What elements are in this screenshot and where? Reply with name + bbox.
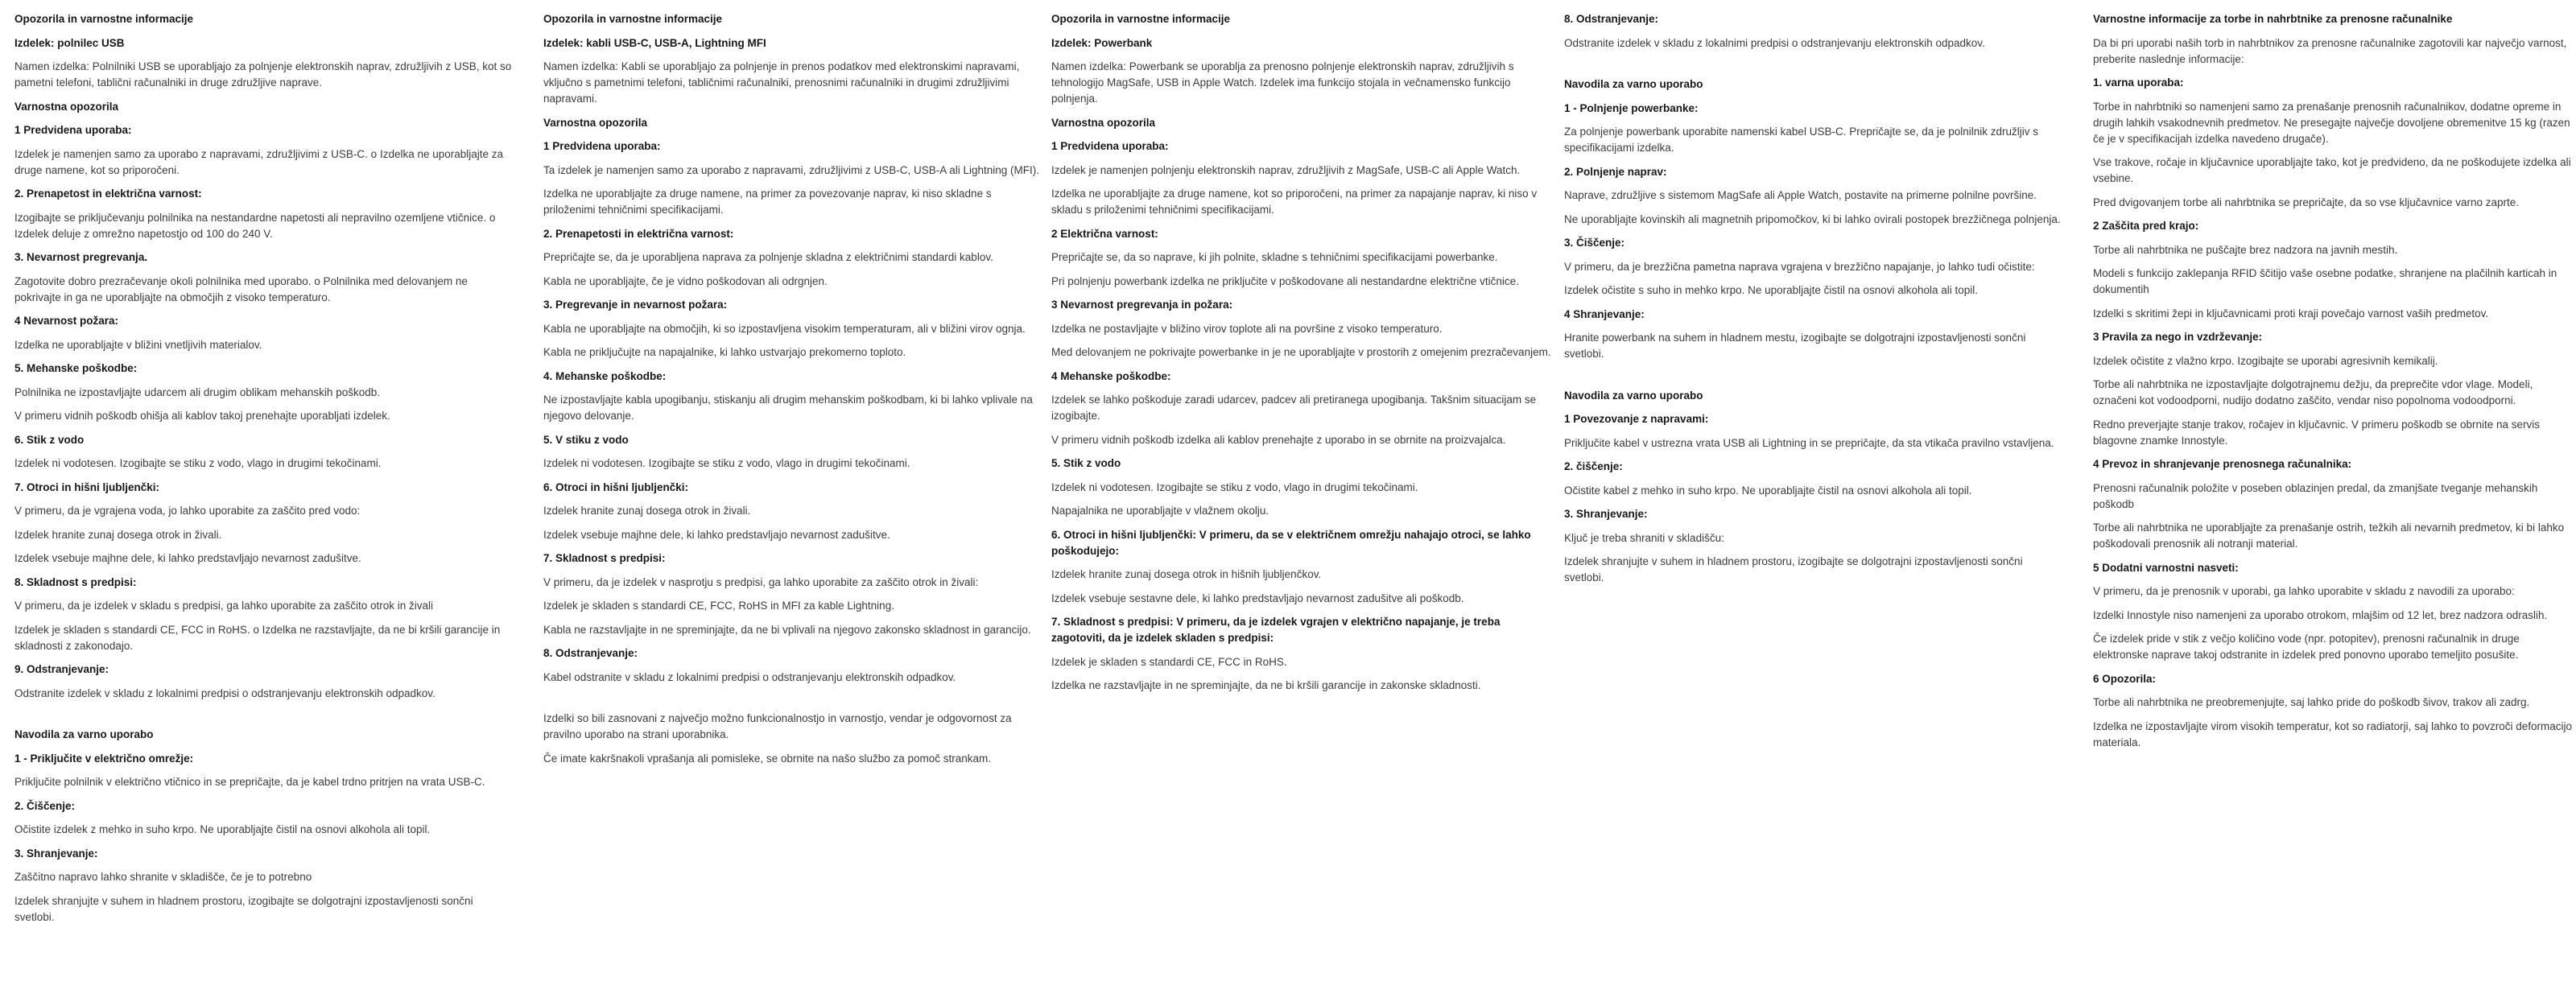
- section-heading: Navodila za varno uporabo: [14, 728, 154, 740]
- paragraph: Zagotovite dobro prezračevanje okoli polnilnika med uporabo. o Polnilnika med delovanjem ne pokrivajte in ga ne uporabljajte na območjih z visoko temperaturo.: [14, 274, 468, 303]
- paragraph: Izdelek je namenjen samo za uporabo z napravami, združljivimi z USB-C. o Izdelka ne uporabljajte za druge namene, kot so priporočeni.: [14, 147, 504, 176]
- section-heading: 1 Predvidena uporaba:: [543, 140, 661, 152]
- section-heading: Navodila za varno uporabo: [1564, 389, 1703, 402]
- section-heading: 9. Odstranjevanje:: [14, 663, 109, 675]
- paragraph: Torbe ali nahrbtnika ne izpostavljajte dolgotrajnemu dežju, da preprečite vdor vlage. Modeli, označeni kot vodoodporni, nudijo dodatno zaščito, vendar niso popolnoma vodoodporni.: [2093, 378, 2533, 406]
- section-heading: Varnostna opozorila: [1051, 116, 1156, 129]
- paragraph: Izdelki so bili zasnovani z največjo možno funkcionalnostjo in varnostjo, vendar je odgovornost za pravilno uporabo na strani uporabnika.: [543, 712, 1012, 740]
- paragraph: Redno preverjajte stanje trakov, ročajev in ključavnic. V primeru poškodb se obrnite na servis blagovne znamke Innostyle.: [2093, 418, 2541, 447]
- section-heading: 8. Skladnost s predpisi:: [14, 575, 137, 588]
- section-heading: 7. Skladnost s predpisi: V primeru, da je izdelek vgrajen v električno napajanje, je treba zagotoviti, da je izdelek skladen s predpisi:: [1051, 616, 1501, 644]
- section-heading: 2 Zaščita pred krajo:: [2093, 220, 2199, 232]
- section-heading: 4 Prevoz in shranjevanje prenosnega računalnika:: [2093, 458, 2352, 470]
- paragraph: Izdelka ne izpostavljajte virom visokih temperatur, kot so radiatorji, saj lahko to povzroči deformacijo materiala.: [2093, 719, 2573, 748]
- paragraph: Izdelka ne uporabljajte za druge namene, kot so priporočeni, na primer za napajanje naprav, ki niso v skladu s priloženimi tehničnimi specifikacijami.: [1051, 188, 1538, 216]
- section-heading: 7. Otroci in hišni ljubljenčki:: [14, 480, 160, 493]
- paragraph: Izdelek je skladen s standardi CE, FCC in RoHS. o Izdelka ne razstavljajte, da ne bi kršili garancije in skladnosti z zakonodajo.: [14, 623, 501, 652]
- section-heading: 6 Opozorila:: [2093, 672, 2157, 685]
- paragraph: V primeru, da je izdelek v nasprotju s predpisi, ga lahko uporabite za zaščito otrok in živali:: [543, 575, 979, 588]
- section-heading: 3 Pravila za nego in vzdrževanje:: [2093, 331, 2263, 343]
- paragraph: Izogibajte se priključevanju polnilnika na nestandardne napetosti ali nepravilno ozemljene vtičnice. o Izdelek deluje z omrežno napetostjo od 100 do 240 V.: [14, 211, 496, 240]
- spacer: [1564, 370, 2065, 388]
- section-heading: 4 Nevarnost požara:: [14, 315, 119, 327]
- section-heading: 7. Skladnost s predpisi:: [543, 552, 666, 564]
- paragraph: Modeli s funkcijo zaklepanja RFID ščitijo vaše osebne podatke, shranjene na plačilnih karticah in dokumentih: [2093, 267, 2557, 295]
- section-heading: Varnostna opozorila: [543, 116, 648, 129]
- section-heading: 1 Predvidena uporaba:: [14, 124, 132, 136]
- section-heading: 5. Stik z vodo: [1051, 457, 1121, 469]
- paragraph: Kabel odstranite v skladu z lokalnimi predpisi o odstranjevanju elektronskih odpadkov.: [543, 670, 956, 683]
- section-heading: 1. varna uporaba:: [2093, 76, 2184, 89]
- paragraph: Kabla ne priključujte na napajalnike, ki lahko ustvarjajo prekomerno toploto.: [543, 346, 906, 358]
- paragraph: Odstranite izdelek v skladu z lokalnimi predpisi o odstranjevanju elektronskih odpadkov.: [1564, 36, 1985, 49]
- paragraph: Očistite izdelek z mehko in suho krpo. Ne uporabljajte čistil na osnovi alkohola ali topil.: [14, 823, 431, 835]
- paragraph: Izdelek očistite s suho in mehko krpo. Ne uporabljajte čistil na osnovi alkohola ali topil.: [1564, 284, 1979, 296]
- paragraph: Torbe in nahrbtniki so namenjeni samo za prenašanje prenosnih računalnikov, dodatne opreme in drugih lahkih vsakodnevnih predmetov. Ne presegajte največje dovoljene obremenitve 15 kg (razen če je v specifikacijah izdelka navedeno drugače).: [2093, 100, 2570, 145]
- paragraph: Izdelek hranite zunaj dosega otrok in živali.: [543, 505, 751, 517]
- paragraph: Izdelek je skladen s standardi CE, FCC, RoHS in MFI za kable Lightning.: [543, 600, 894, 612]
- paragraph: Da bi pri uporabi naših torb in nahrbtnikov za prenosne računalnike zagotovili kar največjo varnost, preberite naslednje informacije:: [2093, 36, 2567, 65]
- paragraph: Hranite powerbank na suhem in hladnem mestu, izogibajte se dolgotrajni izpostavljenosti sončni svetlobi.: [1564, 332, 2026, 360]
- paragraph: V primeru, da je prenosnik v uporabi, ga lahko uporabite v skladu z navodili za uporabo:: [2093, 585, 2515, 597]
- column-cables-safety: [543, 11, 1044, 774]
- section-heading: Izdelek: Powerbank: [1051, 36, 1153, 49]
- section-heading: 3. Shranjevanje:: [1564, 508, 1648, 520]
- spacer: [14, 709, 515, 727]
- section-heading: 2. Polnjenje naprav:: [1564, 165, 1667, 178]
- section-heading: 3. Shranjevanje:: [14, 847, 98, 860]
- paragraph: V primeru, da je brezžična pametna naprava vgrajena v brezžično napajanje, jo lahko tudi očistite:: [1564, 260, 2035, 273]
- section-heading: Opozorila in varnostne informacije: [14, 13, 194, 25]
- paragraph: Izdelki s skritimi žepi in ključavnicami proti kraji povečajo varnost vaših predmetov.: [2093, 307, 2489, 320]
- section-heading: 5. V stiku z vodo: [543, 433, 629, 446]
- paragraph: Izdelek je namenjen polnjenju elektronskih naprav, združljivih z MagSafe, USB-C ali Apple Watch.: [1051, 163, 1521, 176]
- section-heading: 3. Nevarnost pregrevanja.: [14, 251, 148, 263]
- section-heading: 6. Stik z vodo: [14, 433, 85, 446]
- section-heading: Varnostna opozorila: [14, 100, 119, 113]
- section-heading: 4 Shranjevanje:: [1564, 307, 1645, 320]
- paragraph: Izdelek hranite zunaj dosega otrok in hišnih ljubljenčkov.: [1051, 568, 1322, 580]
- paragraph: Če imate kakršnakoli vprašanja ali pomisleke, se obrnite na našo službo za pomoč strankam.: [543, 752, 992, 765]
- section-heading: 1 Predvidena uporaba:: [1051, 140, 1169, 152]
- section-heading: 3 Nevarnost pregrevanja in požara:: [1051, 299, 1233, 311]
- paragraph: Izdelka ne razstavljajte in ne spreminjajte, da ne bi kršili garancije in zakonske skladnosti.: [1051, 679, 1481, 691]
- paragraph: Ključ je treba shraniti v skladišču:: [1564, 531, 1724, 544]
- paragraph: Izdelek je skladen s standardi CE, FCC in RoHS.: [1051, 655, 1287, 668]
- section-heading: 4. Mehanske poškodbe:: [543, 369, 667, 382]
- paragraph: Zaščitno napravo lahko shranite v skladišče, če je to potrebno: [14, 871, 312, 883]
- paragraph: Izdelek ni vodotesen. Izogibajte se stiku z vodo, vlago in drugimi tekočinami.: [543, 457, 910, 469]
- paragraph: Ne izpostavljajte kabla upogibanju, stiskanju ali drugim mehanskim poškodbam, ki bi lahko vplivale na njegovo delovanje.: [543, 394, 1033, 422]
- paragraph: Torbe ali nahrbtnika ne uporabljajte za prenašanje ostrih, težkih ali nevarnih predmetov, ki bi lahko poškodovali prenosnik ali notranji material.: [2093, 522, 2565, 550]
- section-heading: 2 Električna varnost:: [1051, 227, 1158, 240]
- section-heading: 2. Prenapetosti in električna varnost:: [543, 227, 734, 240]
- paragraph: Izdelek shranjujte v suhem in hladnem prostoru, izogibajte se dolgotrajni izpostavljenosti sončni svetlobi.: [14, 894, 473, 923]
- paragraph: Izdelek očistite z vlažno krpo. Izogibajte se uporabi agresivnih kemikalij.: [2093, 354, 2438, 367]
- paragraph: Vse trakove, ročaje in ključavnice uporabljajte tako, kot je predvideno, da ne poškodujete izdelka ali vsebine.: [2093, 156, 2571, 184]
- section-heading: 8. Odstranjevanje:: [1564, 13, 1659, 25]
- section-heading: 1 - Polnjenje powerbanke:: [1564, 101, 1699, 114]
- paragraph: Namen izdelka: Powerbank se uporablja za prenosno polnjenje elektronskih naprav, združljivih s tehnologijo MagSafe, USB in Apple Watch. Izdelek ima funkcijo stojala in večnamensko funkcijo polnjenja.: [1051, 60, 1514, 105]
- paragraph: Očistite kabel z mehko in suho krpo. Ne uporabljajte čistil na osnovi alkohola ali topil.: [1564, 484, 1972, 497]
- paragraph: V primeru vidnih poškodb izdelka ali kablov prenehajte z uporabo in se obrnite na proizvajalca.: [1051, 433, 1506, 446]
- paragraph: Kabla ne uporabljajte, če je vidno poškodovan ali odrgnjen.: [543, 274, 828, 287]
- column-usage-instructions: [1564, 11, 2065, 594]
- section-heading: 1 - Priključite v električno omrežje:: [14, 752, 194, 765]
- paragraph: V primeru vidnih poškodb ohišja ali kablov takoj prenehajte uporabljati izdelek.: [14, 410, 390, 422]
- section-heading: 6. Otroci in hišni ljubljenčki: V primeru, da se v električnem omrežju nahajajo otroci, se lahko poškodujejo:: [1051, 528, 1531, 557]
- paragraph: Priključite kabel v ustrezna vrata USB ali Lightning in se prepričajte, da sta vtikača pravilno vstavljena.: [1564, 436, 2054, 449]
- paragraph: Namen izdelka: Kabli se uporabljajo za polnjenje in prenos podatkov med elektronskimi napravami, vključno s pametnimi telefoni, tabličnimi računalniki, prenosnimi računalniki in drugimi združljivimi napravami.: [543, 60, 1020, 105]
- paragraph: Izdelek se lahko poškoduje zaradi udarcev, padcev ali pretiranega upogibanja. Takšnim situacijam se izogibajte.: [1051, 394, 1537, 422]
- paragraph: Izdelek shranjujte v suhem in hladnem prostoru, izogibajte se dolgotrajni izpostavljenosti sončni svetlobi.: [1564, 555, 2023, 583]
- paragraph: Izdelka ne postavljajte v bližino virov toplote ali na površine z visoko temperaturo.: [1051, 322, 1443, 335]
- section-heading: 8. Odstranjevanje:: [543, 647, 638, 659]
- paragraph: Izdelek ni vodotesen. Izogibajte se stiku z vodo, vlago in drugimi tekočinami.: [14, 457, 382, 469]
- paragraph: Izdelka ne uporabljajte v bližini vnetljivih materialov.: [14, 338, 262, 351]
- section-heading: 3. Pregrevanje in nevarnost požara:: [543, 299, 728, 311]
- section-heading: 1 Povezovanje z napravami:: [1564, 413, 1709, 425]
- paragraph: Ta izdelek je namenjen samo za uporabo z napravami, združljivimi z USB-C, USB-A ali Lightning (MFI).: [543, 163, 1039, 176]
- paragraph: Prepričajte se, da so naprave, ki jih polnite, skladne s tehničnimi specifikacijami powerbanke.: [1051, 251, 1498, 263]
- section-heading: 2. čiščenje:: [1564, 460, 1623, 472]
- paragraph: Med delovanjem ne pokrivajte powerbanke in je ne uporabljajte v prostorih z omejenim prezračevanjem.: [1051, 346, 1551, 358]
- section-heading: 5 Dodatni varnostni nasveti:: [2093, 561, 2239, 574]
- section-heading: Izdelek: kabli USB-C, USB-A, Lightning MFI: [543, 36, 766, 49]
- paragraph: Izdelka ne uporabljajte za druge namene, na primer za povezovanje naprav, ki niso skladne s priloženimi tehničnimi specifikacijami.: [543, 188, 992, 216]
- paragraph: Izdelek vsebuje sestavne dele, ki lahko predstavljajo nevarnost zadušitve ali poškodb.: [1051, 592, 1464, 604]
- section-heading: Navodila za varno uporabo: [1564, 78, 1703, 90]
- paragraph: Za polnjenje powerbank uporabite namenski kabel USB-C. Prepričajte se, da je polnilnik združljiv s specifikacijami izdelka.: [1564, 126, 2039, 154]
- paragraph: Naprave, združljive s sistemom MagSafe ali Apple Watch, postavite na primerne polnilne površine.: [1564, 189, 2037, 201]
- section-heading: Varnostne informacije za torbe in nahrbtnike za prenosne računalnike: [2093, 13, 2453, 25]
- section-heading: 3. Čiščenje:: [1564, 237, 1625, 249]
- spacer: [543, 693, 1044, 711]
- paragraph: Izdelek vsebuje majhne dele, ki lahko predstavljajo nevarnost zadušitve.: [543, 528, 890, 541]
- section-heading: 2. Prenapetost in električna varnost:: [14, 188, 202, 200]
- column-powerbank-safety: [1051, 11, 1552, 702]
- column-usb-charger-safety: [14, 11, 515, 933]
- paragraph: V primeru, da je izdelek v skladu s predpisi, ga lahko uporabite za zaščito otrok in živali: [14, 600, 434, 612]
- paragraph: Torbe ali nahrbtnika ne preobremenjujte, saj lahko pride do poškodb šivov, trakov ali zadrg.: [2093, 696, 2530, 708]
- section-heading: Opozorila in varnostne informacije: [1051, 13, 1231, 25]
- paragraph: Odstranite izdelek v skladu z lokalnimi predpisi o odstranjevanju elektronskih odpadkov.: [14, 686, 436, 699]
- spacer: [1564, 59, 2065, 76]
- paragraph: Namen izdelka: Polnilniki USB se uporabljajo za polnjenje elektronskih naprav, združljivih z USB, kot so pametni telefoni, tablični računalniki in druge združljive naprave.: [14, 60, 512, 89]
- section-heading: 6. Otroci in hišni ljubljenčki:: [543, 480, 689, 493]
- section-heading: 5. Mehanske poškodbe:: [14, 362, 138, 374]
- section-heading: 4 Mehanske poškodbe:: [1051, 369, 1171, 382]
- paragraph: Priključite polnilnik v električno vtičnico in se prepričajte, da je kabel trdno pritrjen na vrata USB-C.: [14, 776, 485, 788]
- paragraph: Izdelek vsebuje majhne dele, ki lahko predstavljajo nevarnost zadušitve.: [14, 552, 361, 564]
- paragraph: Pred dvigovanjem torbe ali nahrbtnika se prepričajte, da so vse ključavnice varno zaprte.: [2093, 196, 2520, 208]
- paragraph: Kabla ne uporabljajte na območjih, ki so izpostavljena visokim temperaturam, ali v bližini virov ognja.: [543, 322, 1026, 335]
- column-laptop-bags-safety: [2093, 11, 2576, 758]
- paragraph: Napajalnika ne uporabljajte v vlažnem okolju.: [1051, 505, 1269, 517]
- paragraph: Izdelki Innostyle niso namenjeni za uporabo otrokom, mlajšim od 12 let, brez nadzora odraslih.: [2093, 608, 2548, 621]
- paragraph: Izdelek hranite zunaj dosega otrok in živali.: [14, 528, 222, 541]
- paragraph: Ne uporabljajte kovinskih ali magnetnih pripomočkov, ki bi lahko ovirali postopek brezžičnega polnjenja.: [1564, 212, 2061, 225]
- paragraph: Polnilnika ne izpostavljajte udarcem ali drugim oblikam mehanskih poškodb.: [14, 385, 380, 398]
- paragraph: V primeru, da je vgrajena voda, jo lahko uporabite za zaščito pred vodo:: [14, 505, 361, 517]
- paragraph: Prenosni računalnik položite v poseben oblazinjen predal, da zmanjšate tveganje mehanskih poškodb: [2093, 481, 2538, 510]
- paragraph: Pri polnjenju powerbank izdelka ne priključite v poškodovane ali nestandardne električne vtičnice.: [1051, 274, 1519, 287]
- paragraph: Izdelek ni vodotesen. Izogibajte se stiku z vodo, vlago in drugimi tekočinami.: [1051, 480, 1418, 493]
- section-heading: 2. Čiščenje:: [14, 799, 76, 812]
- section-heading: Izdelek: polnilec USB: [14, 36, 125, 49]
- section-heading: Opozorila in varnostne informacije: [543, 13, 723, 25]
- paragraph: Če izdelek pride v stik z večjo količino vode (npr. potopitev), prenosni računalnik in druge elektronske naprave takoj odstranite in izdelek pred ponovno uporabo temeljito posušite.: [2093, 633, 2520, 661]
- paragraph: Torbe ali nahrbtnika ne puščajte brez nadzora na javnih mestih.: [2093, 243, 2398, 256]
- paragraph: Kabla ne razstavljajte in ne spreminjajte, da ne bi vplivali na njegovo zakonsko skladnost in garancijo.: [543, 623, 1031, 636]
- paragraph: Prepričajte se, da je uporabljena naprava za polnjenje skladna z električnimi standardi kablov.: [543, 251, 993, 263]
